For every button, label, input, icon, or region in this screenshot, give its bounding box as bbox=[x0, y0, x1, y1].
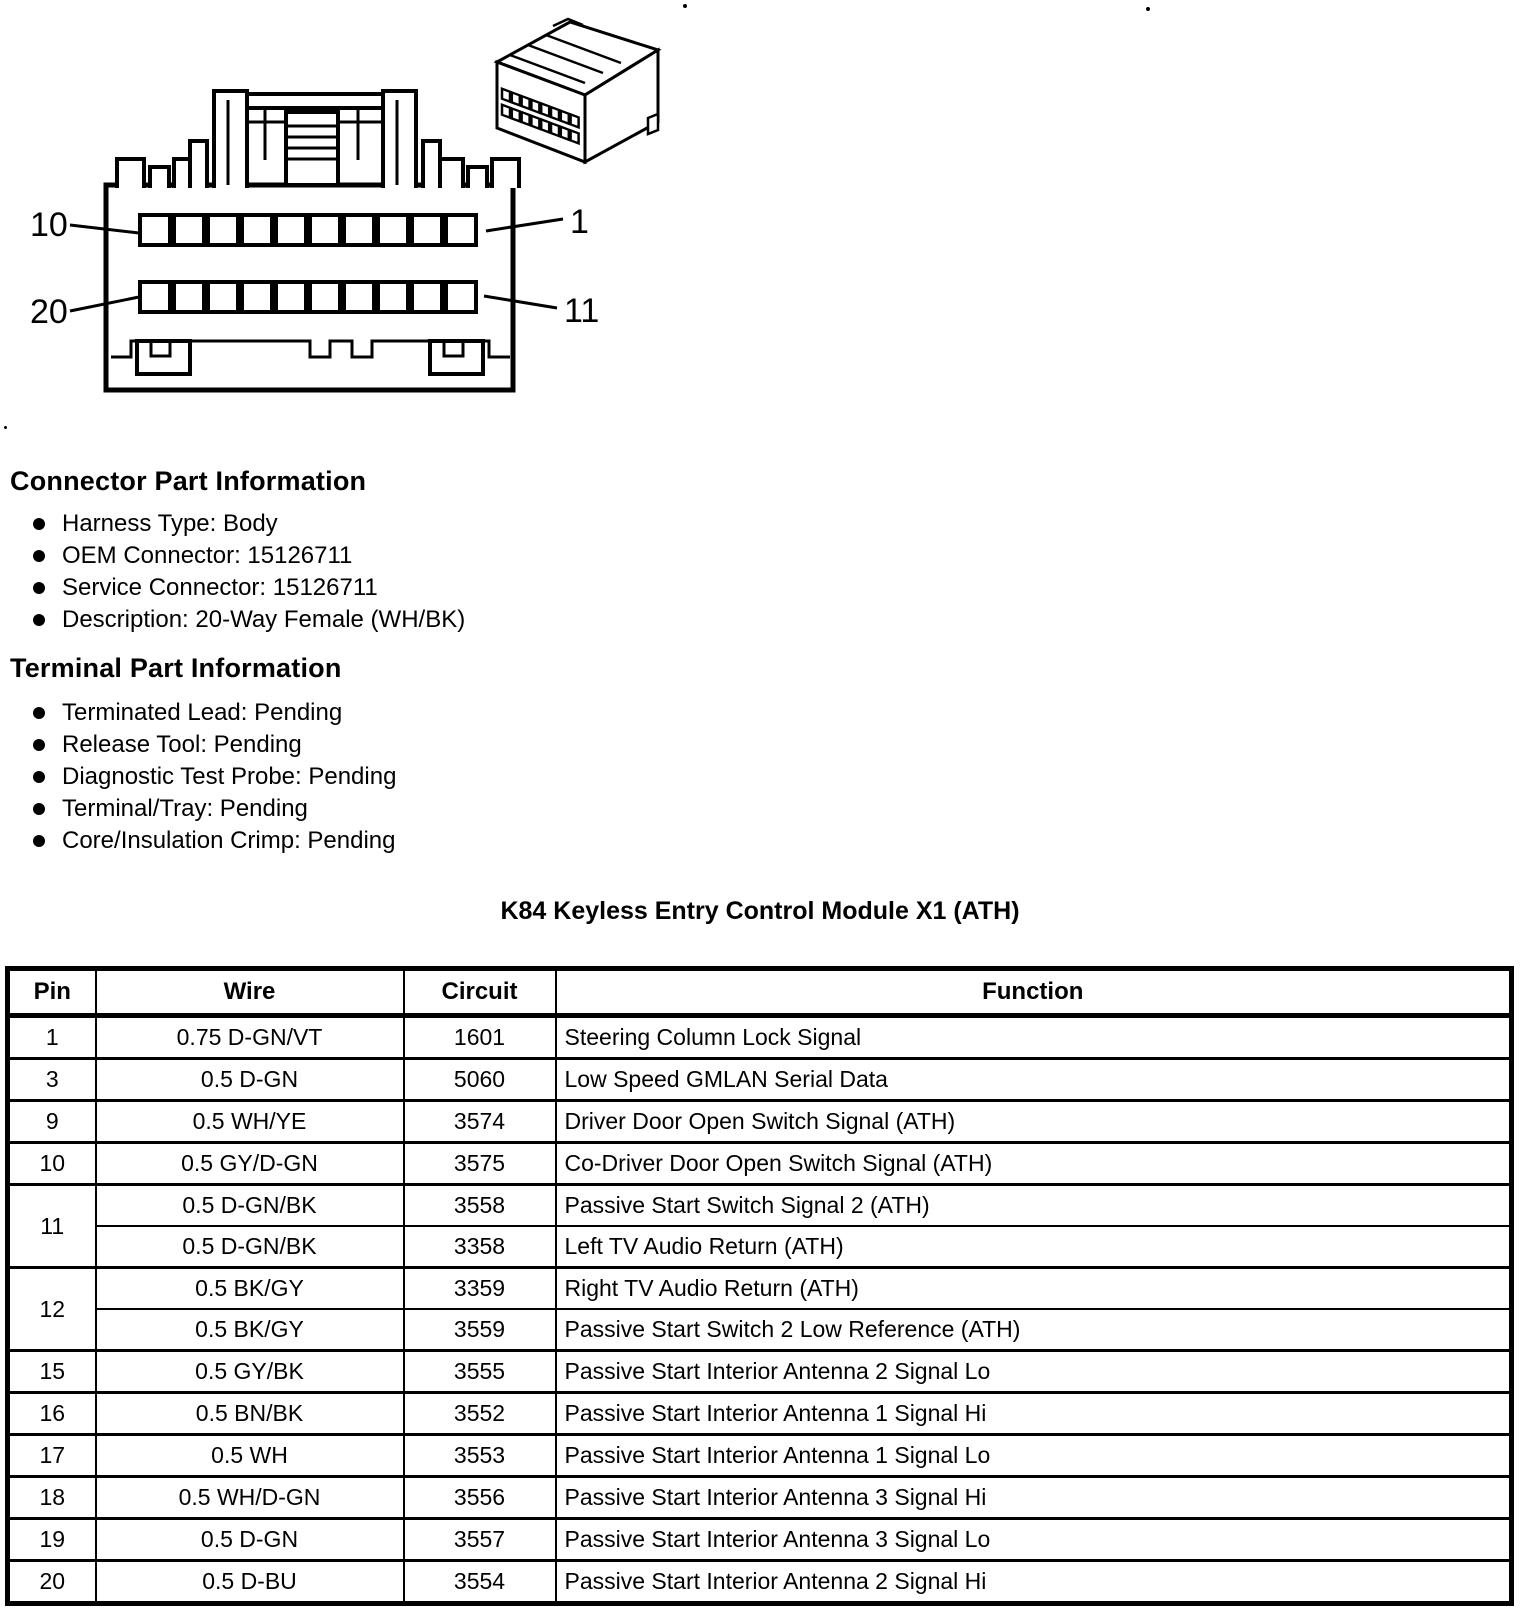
bullet-icon bbox=[33, 614, 45, 626]
pin-cavity-row-bottom bbox=[140, 282, 476, 312]
table-row bbox=[8, 1059, 1512, 1101]
connector-part-info-heading: Connector Part Information bbox=[10, 466, 367, 496]
function-cell: Co-Driver Door Open Switch Signal (ATH) bbox=[556, 1143, 1512, 1185]
circuit-cell: 5060 bbox=[404, 1059, 556, 1101]
pin-cell: 11 bbox=[8, 1185, 96, 1268]
function-cell: Passive Start Interior Antenna 3 Signal Hi bbox=[556, 1477, 1512, 1519]
bullet-icon bbox=[33, 550, 45, 562]
table-row bbox=[8, 1351, 1512, 1393]
function-cell: Passive Start Interior Antenna 3 Signal Lo bbox=[556, 1519, 1512, 1561]
pin-label-10: 10 bbox=[30, 206, 68, 244]
wire-cell: 0.5 D-GN/BK bbox=[96, 1226, 404, 1268]
pin-cell: 10 bbox=[8, 1143, 96, 1185]
wire-cell: 0.5 BK/GY bbox=[96, 1309, 404, 1351]
function-cell: Driver Door Open Switch Signal (ATH) bbox=[556, 1101, 1512, 1143]
function-cell: Passive Start Interior Antenna 2 Signal Hi bbox=[556, 1561, 1512, 1604]
circuit-cell: 3359 bbox=[404, 1268, 556, 1310]
connector-diagram bbox=[0, 0, 700, 445]
scan-artifact-dot bbox=[1146, 7, 1150, 11]
function-cell: Passive Start Switch Signal 2 (ATH) bbox=[556, 1185, 1512, 1227]
list-item bbox=[0, 572, 465, 604]
bullet-icon bbox=[33, 835, 45, 847]
pin-cell: 19 bbox=[8, 1519, 96, 1561]
circuit-cell: 3555 bbox=[404, 1351, 556, 1393]
function-cell: Passive Start Interior Antenna 2 Signal Lo bbox=[556, 1351, 1512, 1393]
table-row bbox=[8, 1101, 1512, 1143]
column-header-wire: Wire bbox=[96, 969, 404, 1016]
list-item-text: Service Connector: 15126711 bbox=[62, 574, 378, 601]
list-item-text: OEM Connector: 15126711 bbox=[62, 542, 353, 569]
table-header-row bbox=[8, 969, 1512, 1016]
wire-cell: 0.5 WH/D-GN bbox=[96, 1477, 404, 1519]
list-item-text: Terminated Lead: Pending bbox=[62, 699, 343, 726]
wire-cell: 0.5 GY/D-GN bbox=[96, 1143, 404, 1185]
circuit-cell: 3558 bbox=[404, 1185, 556, 1227]
wire-cell: 0.5 BK/GY bbox=[96, 1268, 404, 1310]
bullet-icon bbox=[33, 771, 45, 783]
bullet-icon bbox=[33, 582, 45, 594]
table-row bbox=[8, 1435, 1512, 1477]
column-header-circuit: Circuit bbox=[404, 969, 556, 1016]
table-row bbox=[8, 1143, 1512, 1185]
list-item bbox=[0, 604, 465, 636]
list-item-text: Description: 20-Way Female (WH/BK) bbox=[62, 606, 466, 633]
leader-lines bbox=[70, 219, 563, 311]
wire-cell: 0.5 WH bbox=[96, 1435, 404, 1477]
wire-cell: 0.5 D-GN/BK bbox=[96, 1185, 404, 1227]
bullet-icon bbox=[33, 518, 45, 530]
function-cell: Passive Start Interior Antenna 1 Signal Lo bbox=[556, 1435, 1512, 1477]
circuit-cell: 3552 bbox=[404, 1393, 556, 1435]
table-row bbox=[8, 1477, 1512, 1519]
list-item-text: Release Tool: Pending bbox=[62, 731, 302, 758]
table-row bbox=[8, 1393, 1512, 1435]
pin-cell: 17 bbox=[8, 1435, 96, 1477]
wire-cell: 0.75 D-GN/VT bbox=[96, 1016, 404, 1059]
table-row bbox=[8, 1016, 1512, 1059]
table-row bbox=[8, 1185, 1512, 1227]
wire-cell: 0.5 D-GN bbox=[96, 1059, 404, 1101]
bullet-icon bbox=[33, 739, 45, 751]
list-item bbox=[0, 540, 465, 572]
function-cell: Left TV Audio Return (ATH) bbox=[556, 1226, 1512, 1268]
function-cell: Passive Start Switch 2 Low Reference (ATH) bbox=[556, 1309, 1512, 1351]
column-header-function: Function bbox=[556, 969, 1512, 1016]
pin-label-1: 1 bbox=[570, 203, 589, 241]
pinout-table bbox=[5, 966, 1514, 1606]
table-row bbox=[8, 1561, 1512, 1604]
wire-cell: 0.5 D-GN bbox=[96, 1519, 404, 1561]
terminal-part-info-heading: Terminal Part Information bbox=[10, 653, 342, 683]
circuit-cell: 3553 bbox=[404, 1435, 556, 1477]
wire-cell: 0.5 WH/YE bbox=[96, 1101, 404, 1143]
list-item bbox=[0, 793, 396, 825]
wire-cell: 0.5 D-BU bbox=[96, 1561, 404, 1604]
bullet-icon bbox=[33, 707, 45, 719]
bullet-icon bbox=[33, 803, 45, 815]
connector-front-view bbox=[70, 91, 563, 390]
list-item-text: Terminal/Tray: Pending bbox=[62, 795, 308, 822]
circuit-cell: 3574 bbox=[404, 1101, 556, 1143]
list-item-text: Harness Type: Body bbox=[62, 510, 278, 537]
list-item-text: Diagnostic Test Probe: Pending bbox=[62, 763, 397, 790]
circuit-cell: 3557 bbox=[404, 1519, 556, 1561]
circuit-cell: 3559 bbox=[404, 1309, 556, 1351]
pin-cell: 1 bbox=[8, 1016, 96, 1059]
list-item bbox=[0, 825, 396, 857]
pin-cell: 15 bbox=[8, 1351, 96, 1393]
table-title: K84 Keyless Entry Control Module X1 (ATH) bbox=[500, 897, 1020, 925]
terminal-part-info-list bbox=[0, 697, 396, 857]
pin-cell: 20 bbox=[8, 1561, 96, 1604]
circuit-cell: 3358 bbox=[404, 1226, 556, 1268]
function-cell: Low Speed GMLAN Serial Data bbox=[556, 1059, 1512, 1101]
table-row bbox=[8, 1519, 1512, 1561]
circuit-cell: 3556 bbox=[404, 1477, 556, 1519]
pin-cell: 12 bbox=[8, 1268, 96, 1351]
circuit-cell: 1601 bbox=[404, 1016, 556, 1059]
function-cell: Passive Start Interior Antenna 1 Signal Hi bbox=[556, 1393, 1512, 1435]
list-item bbox=[0, 729, 396, 761]
list-item bbox=[0, 761, 396, 793]
table-row bbox=[8, 1268, 1512, 1310]
connector-part-info-list bbox=[0, 508, 465, 636]
pin-cell: 16 bbox=[8, 1393, 96, 1435]
pin-cell: 18 bbox=[8, 1477, 96, 1519]
table-subrow bbox=[8, 1226, 1512, 1268]
pin-label-20: 20 bbox=[30, 293, 68, 331]
function-cell: Steering Column Lock Signal bbox=[556, 1016, 1512, 1059]
list-item-text: Core/Insulation Crimp: Pending bbox=[62, 827, 396, 854]
circuit-cell: 3575 bbox=[404, 1143, 556, 1185]
circuit-cell: 3554 bbox=[404, 1561, 556, 1604]
connector-isometric-view bbox=[497, 19, 658, 162]
pin-cell: 9 bbox=[8, 1101, 96, 1143]
column-header-pin: Pin bbox=[8, 969, 96, 1016]
list-item bbox=[0, 508, 465, 540]
function-cell: Right TV Audio Return (ATH) bbox=[556, 1268, 1512, 1310]
pin-label-11: 11 bbox=[564, 292, 600, 330]
wire-cell: 0.5 BN/BK bbox=[96, 1393, 404, 1435]
pin-cavity-row-top bbox=[140, 215, 476, 245]
wire-cell: 0.5 GY/BK bbox=[96, 1351, 404, 1393]
pin-cell: 3 bbox=[8, 1059, 96, 1101]
list-item bbox=[0, 697, 396, 729]
table-subrow bbox=[8, 1309, 1512, 1351]
